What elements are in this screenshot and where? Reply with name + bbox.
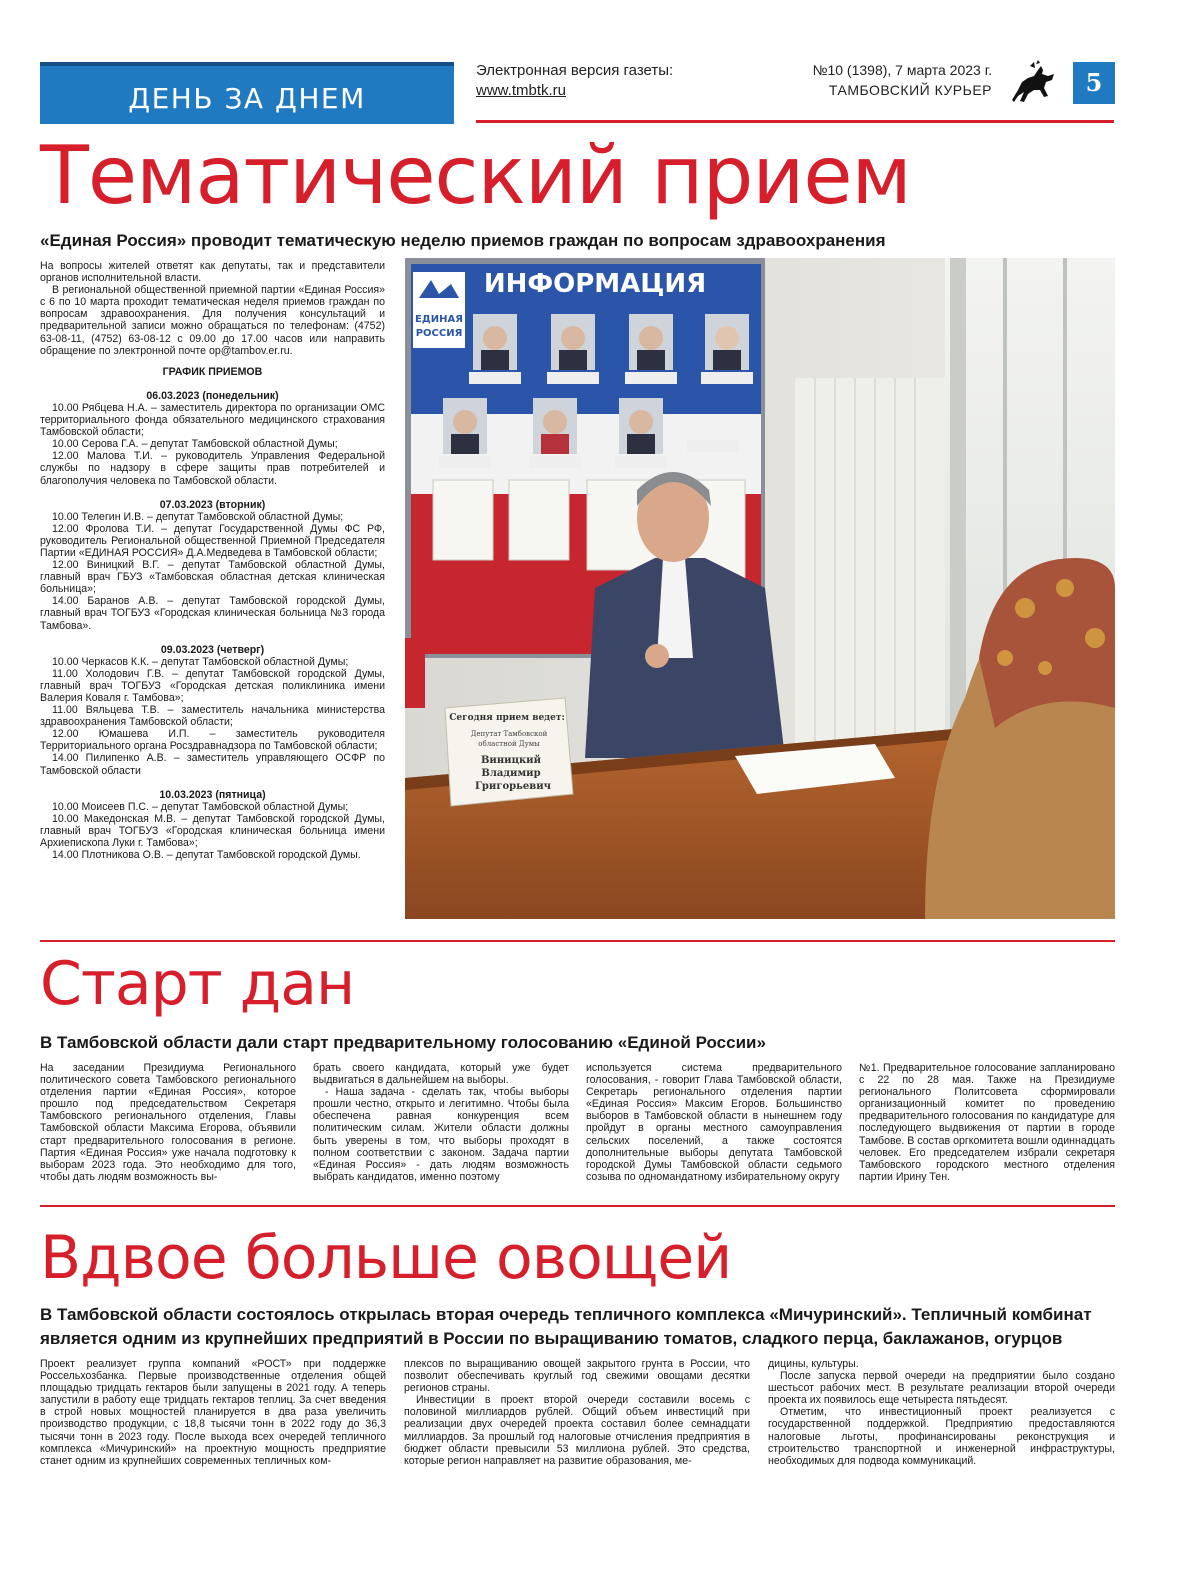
article2-subtitle: В Тамбовской области дали старт предварительному голосованию «Единой России»	[40, 1033, 766, 1052]
article1-photo	[405, 258, 1115, 919]
schedule-entry: 11.00 Холодович Г.В. – депутат Тамбовской городской Думы, главный врач ТОГБУЗ «Городская детская поликлиника имени Валерия Коваля г. Тамбова»;	[40, 667, 385, 704]
schedule-entry: 10.00 Рябцева Н.А. – заместитель директора по организации ОМС территориального фонда обязательного медицинского страхования Тамбовской области;	[40, 401, 385, 439]
schedule-heading: ГРАФИК ПРИЕМОВ	[162, 365, 263, 378]
article3-paragraph: После запуска первой очереди на предприятии было создано шестьсот рабочих мест. В результате реализации второй очереди проекта их появилось еще четыреста пятьдесят.	[768, 1370, 1115, 1407]
party-logo-line1: ЕДИНАЯ	[415, 314, 463, 325]
article1-text	[40, 260, 385, 861]
article2-title: Старт дан	[40, 949, 355, 1019]
article2-paragraph: №1. Предварительное голосование запланировано с 22 по 28 мая. Также на Президиуме регионального Политсовета сформировали организационный комитет по проведению предварительного голосования по кандидатуре для последующего выдвижения от партии в городе Тамбове. В состав оргкомитета вошли одиннадцать человек. Его председателем избрали секретаря Тамбовского городского местного отделения партии Ирину Тен.	[859, 1062, 1115, 1183]
sign-line5: Владимир	[481, 768, 541, 779]
schedule-day: 07.03.2023 (вторник)	[159, 498, 266, 511]
article3-title: Вдвое больше овощей	[40, 1223, 732, 1293]
paper-name: ТАМБОВСКИЙ КУРЬЕР	[828, 82, 992, 98]
article1-paragraph: В региональной общественной приемной партии «Единая Россия» с 6 по 10 марта проходит тематическая неделя приемов граждан по вопросам здравоохранения. Для получения консультаций и предварительной записи можно обращаться по телефонам: (4752) 63-08-11, (4752) 63-08-12 с 09.00 до 17.00 часов или направить обращение по электронной почте op@tambov.er.ru.	[40, 284, 385, 357]
schedule-entry: 10.00 Телегин И.В. – депутат Тамбовской областной Думы;	[52, 510, 344, 523]
article2-column	[313, 1062, 569, 1192]
sign-line3: областной Думы	[478, 740, 540, 748]
article2-column	[859, 1062, 1115, 1192]
issue-info: №10 (1398), 7 марта 2023 г.	[812, 62, 992, 78]
horse-rider-logo-icon	[1008, 60, 1058, 106]
site-link[interactable]: www.tmbtk.ru	[476, 82, 567, 99]
sign-line4: Виницкий	[480, 755, 542, 766]
schedule-day: 10.03.2023 (пятница)	[159, 788, 266, 801]
section-divider	[40, 1205, 1115, 1207]
article3-subtitle: В Тамбовской области состоялось открылась вторая очередь тепличного комплекса «Мичуринский». Тепличный комбинат является одним из крупнейших предприятий в России по выращиванию томатов, сладкого перца, баклажанов, огурцов	[40, 1305, 1092, 1348]
schedule-entry: 12.00 Фролова Т.И. – депутат Государственной Думы ФС РФ, руководитель Региональной общественной Приемной Председателя Партии «ЕДИНАЯ РОССИЯ» Д.А.Медведева в Тамбовской области;	[40, 522, 385, 559]
schedule-entry: 10.00 Македонская М.В. – депутат Тамбовской городской Думы, главный врач ТОГБУЗ «Городская клиническая больница имени Архиепископа Луки г. Тамбова»;	[40, 812, 385, 850]
article3-column	[404, 1358, 750, 1518]
article3-paragraph: дицины, культуры.	[768, 1358, 859, 1370]
article2-paragraph: используется система предварительного голосования, - говорит Глава Тамбовской области, Секретарь регионального отделения партии «Единая Россия» Максим Егоров. Большинство выборов в Тамбовской области в нынешнем году пройдут в органы местного самоуправления сельских поселений, а также состоятся дополнительные выборы депутата Тамбовской городской Думы Тамбовской области седьмого созыва по одномандатному избирательному округу	[586, 1062, 842, 1183]
article3-paragraph: Отметим, что инвестиционный проект реализуется с государственной поддержкой. Предприятию предоставляются налоговые льготы, профинансированы реконструкция и строительство транспортной и инженерной инфраструктуры, необходимых для подвода коммуникаций.	[768, 1406, 1115, 1467]
article2-paragraph: - Наша задача - сделать так, чтобы выборы прошли честно, открыто и легитимно. Чтобы была обеспечена равная конкуренция всем политическим силам. Жители области должны быть уверены в том, что выборы проходят в полном соответствии с законом. Задача партии «Единая Россия» - дать людям возможность выбрать кандидатов, именно поэтому	[313, 1086, 569, 1183]
board-title: ИНФОРМАЦИЯ	[483, 269, 707, 299]
sign-line6: Григорьевич	[475, 781, 551, 792]
sign-line2: Депутат Тамбовской	[470, 730, 548, 738]
article2-paragraph: На заседании Президиума Регионального политического совета Тамбовского регионального отделения партии «Единая Россия», которое прошло под председательством Секретаря Тамбовского регионального отделения, Главы Тамбовской области Максима Егорова, объявили старт предварительного голосования в регионе. Партия «Единая Россия» уже начала подготовку к выборам 2023 года. Это необходимо для того, чтобы дать людям возможность вы-	[40, 1062, 296, 1183]
section-divider	[40, 940, 1115, 942]
schedule-entry: 12.00 Юмашева И.П. – заместитель руководителя Территориального органа Росздравнадзора по Тамбовской области;	[40, 728, 385, 753]
article1-subtitle: «Единая Россия» проводит тематическую неделю приемов граждан по вопросам здравоохранения	[40, 231, 886, 250]
article2-column	[586, 1062, 842, 1192]
article2-column	[40, 1062, 296, 1192]
article3-column	[768, 1358, 1115, 1518]
sign-line1: Сегодня прием ведет:	[449, 713, 565, 723]
schedule-day: 06.03.2023 (понедельник)	[146, 389, 279, 402]
article3-paragraph: Проект реализует группа компаний «РОСТ» при поддержке Россельхозбанка. Первые производственные отделения общей площадью тридцать гектаров были запущены в 2021 году. А теперь запустили в работу еще тридцать гектаров теплиц. За счет введения в строй новых мощностей планируется в два раза увеличить производство продукции, с 18,8 тысячи тонн в 2022 году до 36,3 тысячи тонн в 2023 году. После выхода всех очередей тепличного комплекса «Мичуринский» на проектную мощность предприятие станет одним из крупнейших современных тепличных ком-	[40, 1358, 386, 1467]
schedule-entry: 14.00 Баранов А.В. – депутат Тамбовской городской Думы, главный врач ТОГБУЗ «Городская клиническая больница №3 города Тамбова».	[40, 595, 385, 632]
section-band	[40, 62, 454, 124]
schedule-entry: 11.00 Вяльцева Т.В. – заместитель начальника министерства здравоохранения Тамбовской области;	[40, 704, 385, 729]
article2-paragraph: брать своего кандидата, который уже будет выдвигаться в дальнейшем на выборы.	[313, 1062, 569, 1087]
schedule-entry: 10.00 Моисеев П.С. – депутат Тамбовской областной Думы;	[52, 800, 349, 813]
section-label: ДЕНЬ ЗА ДНЕМ	[128, 82, 366, 115]
article1-title: Тематический прием	[40, 129, 911, 222]
schedule-entry: 12.00 Малова Т.И. – руководитель Управления Федеральной службы по надзору в сфере защиты прав потребителей и благополучия человека по Тамбовской области.	[40, 450, 385, 487]
schedule-entry: 10.00 Серова Г.А. – депутат Тамбовской областной Думы;	[52, 438, 338, 451]
schedule-entry: 10.00 Черкасов К.К. – депутат Тамбовской областной Думы;	[52, 655, 349, 668]
schedule-entry: 14.00 Пилипенко А.В. – заместитель управляющего ОСФР по Тамбовской области	[40, 752, 385, 777]
page-number: 5	[1073, 62, 1115, 104]
schedule-entry: 12.00 Виницкий В.Г. – депутат Тамбовской областной Думы, главный врач ГБУЗ «Тамбовская областная детская клиническая больница»;	[40, 559, 385, 596]
edition-label: Электронная версия газеты:	[476, 62, 674, 79]
header-rule	[476, 120, 1114, 123]
party-logo-line2: РОССИЯ	[415, 328, 463, 339]
article3-paragraph: Инвестиции в проект второй очереди составили восемь с половиной миллиардов рублей. Общий объем инвестиций при реализации двух очередей проекта составил более семнадцати миллиардов. За прошлый год налоговые отчисления предприятия в бюджет области превысили 53 миллиона рублей. Это средства, которые регион направляет на развитие образования, ме-	[404, 1394, 750, 1467]
schedule-entry: 14.00 Плотникова О.В. – депутат Тамбовской городской Думы.	[52, 849, 361, 862]
schedule-day: 09.03.2023 (четверг)	[160, 643, 265, 656]
article3-column	[40, 1358, 386, 1518]
article1-paragraph: На вопросы жителей ответят как депутаты, так и представители органов исполнительной власти.	[40, 260, 385, 285]
article3-paragraph: плексов по выращиванию овощей закрытого грунта в России, что позволит обеспечивать круглый год свежими овощами десятки регионов страны.	[404, 1358, 750, 1395]
